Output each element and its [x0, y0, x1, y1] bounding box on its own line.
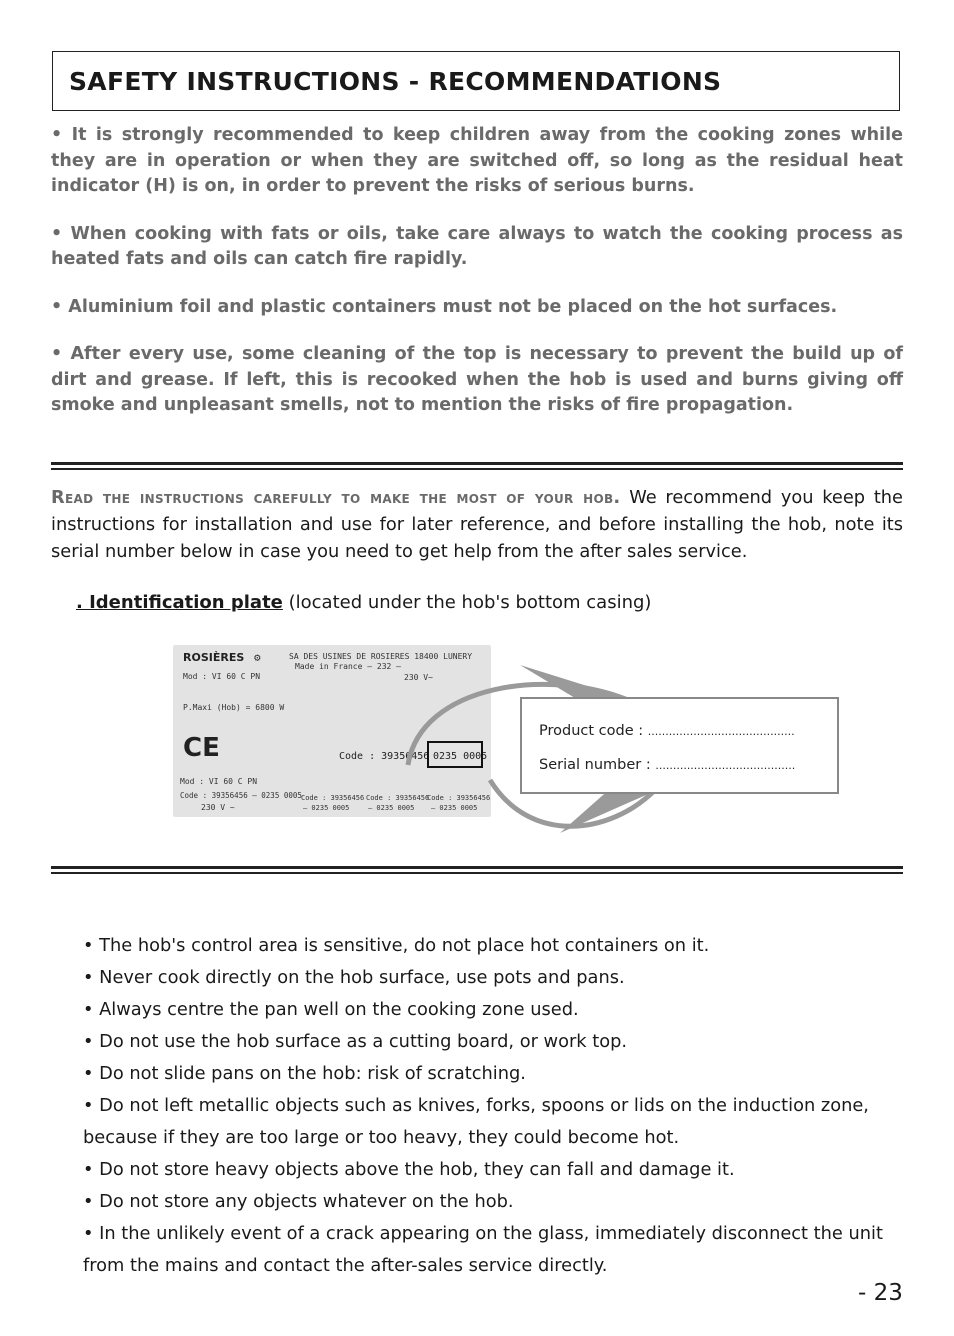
list-item: • Do not left metallic objects such as knives, forks, spoons or lids on the induction zone, because if they are too large or too heavy, they could become hot. [83, 1095, 869, 1148]
list-item: • Never cook directly on the hob surface, use pots and pans. [83, 967, 625, 988]
plate-stub-code: Code : 39356456 [301, 794, 365, 802]
page-number: - 23 [858, 1280, 903, 1306]
plate-stub-serial: – 0235 0005 [303, 804, 350, 812]
product-code-label: Product code : [539, 723, 644, 739]
plate-small-mod: Mod : VI 60 C PN [180, 777, 258, 786]
plate-mod: Mod : VI 60 C PN [183, 672, 261, 681]
plate-stub-serial: – 0235 0005 [431, 804, 478, 812]
usage-recommendations-list [83, 930, 913, 1282]
list-item: • Do not slide pans on the hob: risk of scratching. [83, 1063, 526, 1084]
list-item: • Do not store heavy objects above the hob, they can fall and damage it. [83, 1159, 735, 1180]
list-item: • The hob's control area is sensitive, do not place hot containers on it. [83, 935, 710, 956]
list-item: • Do not use the hob surface as a cutting board, or work top. [83, 1031, 628, 1052]
plate-stub-code: Code : 39356456 [366, 794, 430, 802]
identification-plate-note: (located under the hob's bottom casing) [282, 592, 652, 613]
plate-brand: ROSIÈRES [183, 651, 245, 664]
rosieres-logo-icon: ⚙ [254, 651, 261, 664]
plate-stub-code: Code : 39356456 [427, 794, 491, 802]
page-title: SAFETY INSTRUCTIONS - RECOMMENDATIONS [69, 67, 722, 96]
plate-pmax: P.Maxi (Hob) = 6800 W [183, 703, 285, 712]
intro-body: We recommend you keep the instructions for installation and use for later reference, and before installing the hob, note its serial number below in case you need to get help from the after sales service. [51, 487, 903, 562]
ce-mark: CE [183, 733, 220, 763]
safety-paragraph: • It is strongly recommended to keep children away from the cooking zones while they are in operation or when they are switched off, so long as the residual heat indicator (H) is on, in order to prevent the risks of serious burns. [51, 125, 903, 196]
intro-paragraph [51, 484, 903, 565]
serial-number-dots: ........................................ [655, 759, 796, 772]
plate-code: Code : 39356456 [339, 751, 430, 762]
list-item: • In the unlikely event of a crack appearing on the glass, immediately disconnect the unit from the mains and contact the after-sales service directly. [83, 1223, 883, 1276]
serial-number-row [539, 757, 795, 773]
safety-paragraph: • Aluminium foil and plastic containers must not be placed on the hot surfaces. [51, 296, 838, 317]
safety-paragraph: • When cooking with fats or oils, take care always to watch the cooking process as heated fats and oils can catch fire rapidly. [51, 223, 903, 269]
title-box [52, 51, 900, 111]
product-code-row [539, 723, 795, 739]
product-code-box [520, 697, 839, 794]
safety-section [51, 123, 903, 441]
list-item: • Always centre the pan well on the cooking zone used. [83, 999, 579, 1020]
list-item: • Do not store any objects whatever on the hob. [83, 1191, 514, 1212]
plate-voltage: 230 V~ [404, 673, 433, 682]
plate-stub-serial: – 0235 0005 [368, 804, 415, 812]
plate-made-in: Made in France – 232 – [295, 662, 401, 671]
serial-number-label: Serial number : [539, 757, 651, 773]
product-code-dots: .......................................... [647, 725, 795, 738]
plate-small-code: Code : 39356456 – 0235 0005 [180, 791, 302, 800]
identification-plate-heading [76, 592, 651, 613]
intro-lead: Read the instructions carefully to make the most of your hob. [51, 487, 621, 508]
safety-paragraph: • After every use, some cleaning of the top is necessary to prevent the build up of dirt and grease. If left, this is recooked when the hob is used and burns giving off smoke and unpleasant smells, not to mention the risks of fire propagation. [51, 344, 903, 415]
plate-serial: 0235 0005 [433, 751, 488, 762]
double-rule-divider [51, 866, 903, 874]
identification-plate-label: . Identification plate [76, 592, 283, 613]
plate-maker: SA DES USINES DE ROSIERES 18400 LUNERY [289, 652, 473, 661]
double-rule-divider [51, 462, 903, 470]
plate-small-voltage: 230 V ~ [201, 803, 235, 812]
